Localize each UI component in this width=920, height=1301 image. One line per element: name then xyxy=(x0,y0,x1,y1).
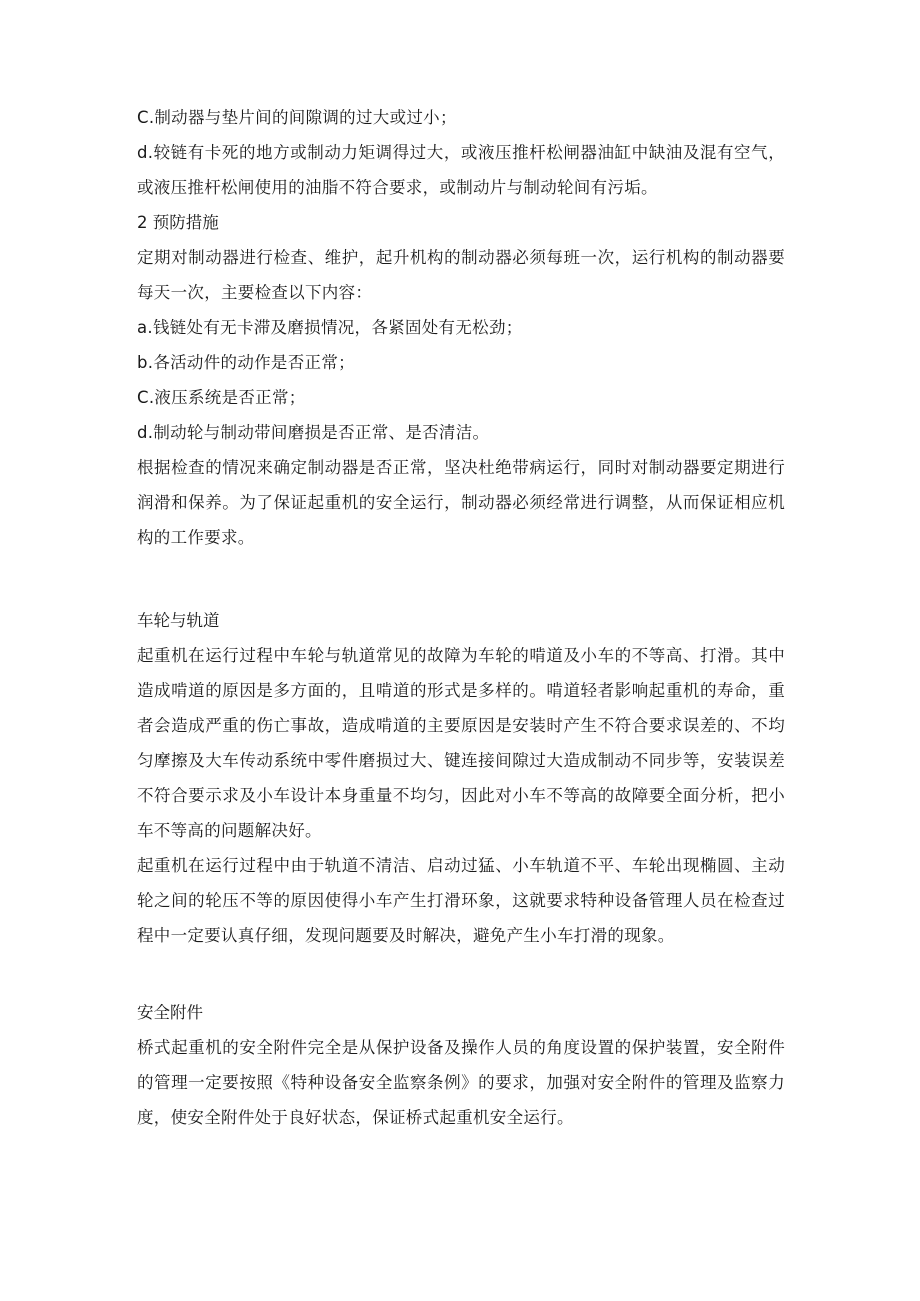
wheels-p2-line-3: 程中一定要认真仔细，发现问题要及时解决，避免产生小车打滑的现象。 xyxy=(137,926,675,945)
safety-line-2: 的管理一定要按照《特种设备安全监察条例》的要求，加强对安全附件的管理及监察力 xyxy=(137,1073,785,1092)
safety-line-1: 桥式起重机的安全附件完全是从保护设备及操作人员的角度设置的保护装置，安全附件 xyxy=(137,1038,785,1057)
safety-heading: 安全附件 xyxy=(137,1003,203,1022)
wheels-p1-line-2: 造成啃道的原因是多方面的，且啃道的形式是多样的。啃道轻者影响起重机的寿命，重 xyxy=(137,681,785,700)
cause-c-line: C.制动器与垫片间的间隙调的过大或过小； xyxy=(137,108,457,127)
safety-section xyxy=(137,995,785,1135)
check-item-a: a.钱链处有无卡滞及磨损情况，各紧固处有无松劲； xyxy=(137,318,523,337)
wheels-p1-line-4: 匀摩擦及大车传动系统中零件磨损过大、键连接间隙过大造成制动不同步等，安装误差 xyxy=(137,751,785,770)
wheels-p1-line-3: 者会造成严重的伤亡事故，造成啃道的主要原因是安装时产生不符合要求误差的、不均 xyxy=(137,716,785,735)
check-item-d: d.制动轮与制动带间磨损是否正常、是否清洁。 xyxy=(137,423,490,442)
wheels-heading: 车轮与轨道 xyxy=(137,611,220,630)
conclusion-line-1: 根据检查的情况来确定制动器是否正常，坚决杜绝带病运行，同时对制动器要定期进行 xyxy=(137,458,785,477)
check-item-c: C.液压系统是否正常； xyxy=(137,388,306,407)
conclusion-line-3: 构的工作要求。 xyxy=(137,528,255,547)
cause-d-line-1: d.较链有卡死的地方或制动力矩调得过大，或液压推杆松闸器油缸中缺油及混有空气， xyxy=(137,143,785,162)
wheels-section xyxy=(137,603,785,953)
wheels-p1-line-5: 不符合要示求及小车设计本身重量不均匀，因此对小车不等高的故障要全面分析，把小 xyxy=(137,786,785,805)
wheels-p1-line-6: 车不等高的问题解决好。 xyxy=(137,821,322,840)
cause-d-line-2: 或液压推杆松闸使用的油脂不符合要求，或制动片与制动轮间有污垢。 xyxy=(137,178,658,197)
prevention-heading: 2 预防措施 xyxy=(137,213,219,232)
wheels-p1-line-1: 起重机在运行过程中车轮与轨道常见的故障为车轮的啃道及小车的不等高、打滑。其中 xyxy=(137,646,785,665)
wheels-p2-line-1: 起重机在运行过程中由于轨道不清洁、启动过猛、小车轨道不平、车轮出现椭圆、主动 xyxy=(137,856,785,875)
prevention-intro-line-2: 每天一次，主要检查以下内容： xyxy=(137,283,373,302)
conclusion-line-2: 润滑和保养。为了保证起重机的安全运行，制动器必须经常进行调整，从而保证相应机 xyxy=(137,493,785,512)
check-item-b: b.各活动件的动作是否正常； xyxy=(137,353,355,372)
prevention-intro-line-1: 定期对制动器进行检查、维护，起升机构的制动器必须每班一次，运行机构的制动器要 xyxy=(137,248,785,267)
safety-line-3: 度，使安全附件处于良好状态，保证桥式起重机安全运行。 xyxy=(137,1108,574,1127)
wheels-p2-line-2: 轮之间的轮压不等的原因使得小车产生打滑环象，这就要求特种设备管理人员在检查过 xyxy=(137,891,785,910)
brake-section xyxy=(137,100,785,555)
